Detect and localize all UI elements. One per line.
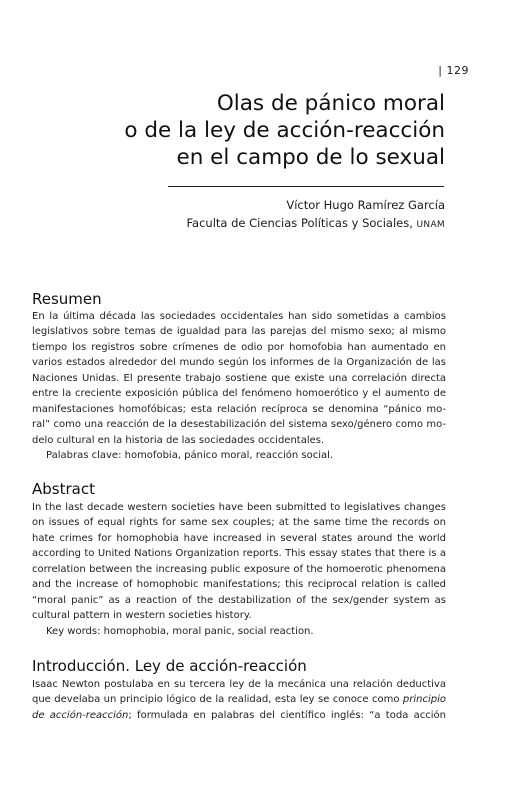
abstract-line: In the last decade western societies have been submitted to legislatives changes: [32, 502, 446, 513]
resumen-line: manifestaciones homofóbicas; esta relación recíproca se denomina “pánico mo-: [32, 403, 446, 415]
resumen-heading: Resumen: [32, 290, 102, 308]
abstract-line: on issues of equal rights for same sex couples; at the same time the records on: [32, 517, 446, 529]
resumen-keywords: Palabras clave: homofobia, pánico moral, reacción social.: [46, 450, 334, 462]
resumen-line: En la última década las sociedades occidentales han sido sometidas a cambios: [32, 311, 446, 322]
resumen-line: delo cultural en la historia de las sociedades occidentales.: [32, 434, 325, 446]
introduccion-emphasis: principio: [402, 694, 446, 706]
resumen-line: ral” como una reacción de la desestabilización del sistema sexo/género como mo-: [32, 419, 446, 431]
author-block: [186, 196, 445, 234]
title-line-2: o de la ley de acción-reacción: [124, 118, 445, 143]
article-title: [45, 90, 445, 171]
abstract-keywords: Key words: homophobia, moral panic, social reaction.: [46, 625, 314, 637]
resumen-paragraph: [32, 309, 446, 464]
introduccion-paragraph: [32, 677, 446, 723]
resumen-line: tiempo los registros sobre crímenes de odio por homofobia han aumentado en: [32, 341, 446, 353]
author-affiliation: [186, 214, 445, 234]
title-divider: [168, 186, 444, 187]
resumen-line: varios estados alrededor del mundo según los informes de la Organización de las: [32, 357, 446, 369]
affiliation-text: Faculta de Ciencias Políticas y Sociales,: [186, 216, 413, 230]
introduccion-line: Isaac Newton postulaba en su tercera ley de la mecánica una relación deductiva: [32, 679, 446, 690]
abstract-line: “moral panic” as a reaction of the destabilization of the sex/gender system as: [32, 594, 446, 606]
abstract-line: correlation between the increasing public exposure of the homoerotic phenomena: [32, 563, 446, 575]
introduccion-line: [32, 692, 446, 707]
page-number: | 129: [438, 64, 469, 77]
author-name: Víctor Hugo Ramírez García: [286, 198, 445, 212]
introduccion-emphasis: de acción-reacción: [32, 709, 129, 721]
institution-acronym: UNAM: [416, 220, 445, 230]
abstract-heading: Abstract: [32, 480, 95, 498]
resumen-line: Naciones Unidas. El presente trabajo sostiene que existe una correlación directa: [32, 372, 446, 384]
resumen-line: legislativos sobre temas de igualdad para las parejas del mismo sexo; al mismo: [32, 326, 446, 338]
introduccion-text: ; formulada en palabras del científico inglés: “a toda acción: [128, 709, 446, 721]
title-line-3: en el campo de lo sexual: [176, 145, 445, 170]
abstract-line: cultural pattern in western societies history.: [32, 610, 252, 622]
title-line-1: Olas de pánico moral: [216, 91, 445, 116]
introduccion-text: que develaba un principio lógico de la realidad, esta ley se conoce como: [32, 694, 403, 706]
abstract-line: hate crimes for homophobia have increased in several states around the world: [32, 532, 446, 544]
resumen-line: entre la creciente exposición pública del fenómeno homoerótico y el aumento de: [32, 388, 446, 400]
introduccion-heading: Introducción. Ley de acción-reacción: [32, 657, 307, 675]
abstract-paragraph: [32, 500, 446, 639]
abstract-line: according to United Nations Organization reports. This essay states that there is a: [32, 548, 446, 560]
abstract-line: and the increase of homophobic manifestations; this reciprocal relation is called: [32, 579, 446, 591]
introduccion-line: [32, 708, 446, 723]
